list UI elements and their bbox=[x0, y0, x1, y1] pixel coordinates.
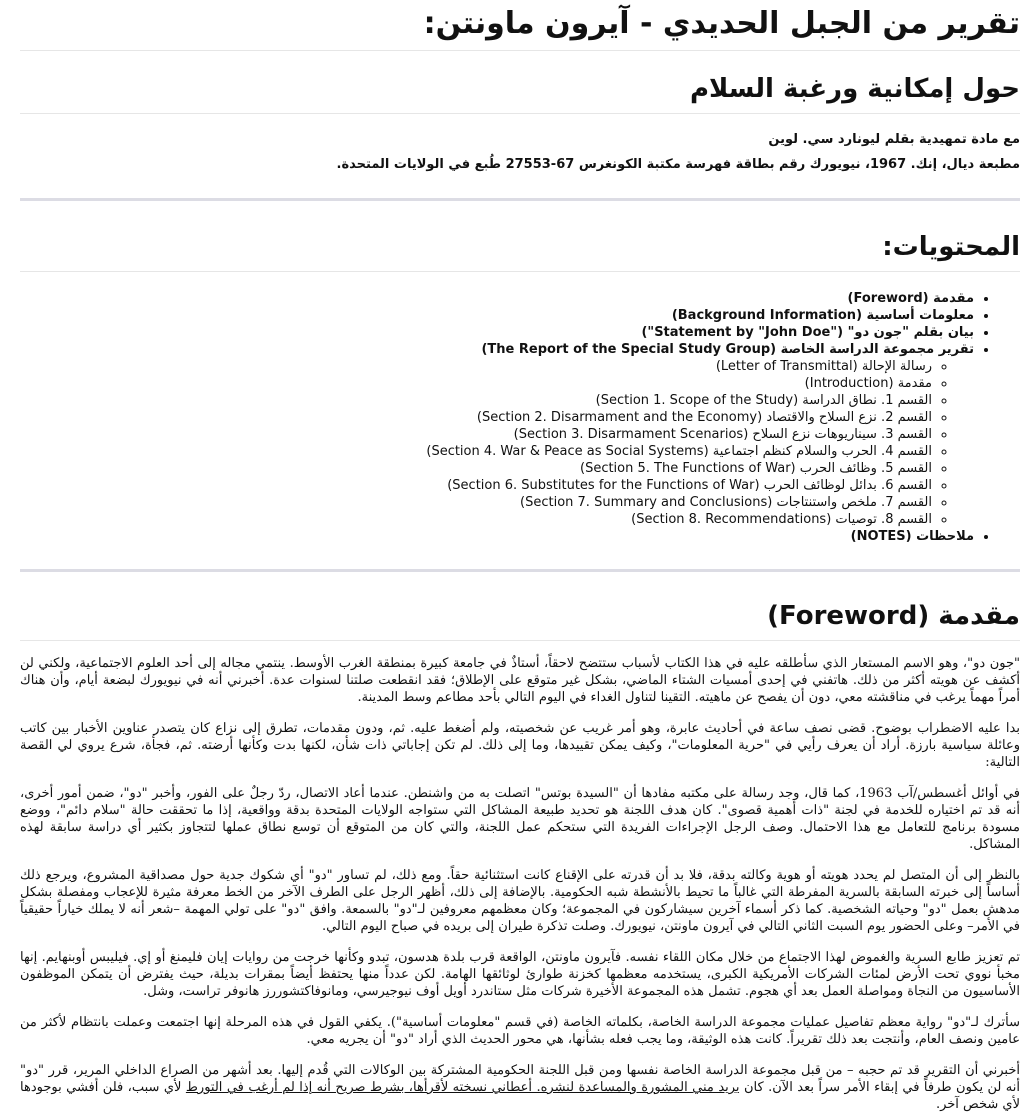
table-of-contents bbox=[20, 290, 1020, 545]
underlined-text: يريد مني المشورة والمساعدة لنشره. أعطاني نسخته لأقرأها، بشرط صريح أنه إذا لم أرغب في التورط bbox=[185, 1080, 740, 1095]
contents-heading: المحتويات: bbox=[20, 229, 1020, 272]
toc-subitem[interactable]: ◦ القسم 1. نطاق الدراسة (Section 1. Scope of the Study) bbox=[20, 392, 932, 409]
foreword-paragraph: تم تعزيز طابع السرية والغموض لهذا الاجتماع من خلال مكان اللقاء نفسه. فآيرون ماونتن، الواقعة قرب بلدة هدسون، تبدو وكأنها خرجت من روايات إيان فليمنغ أو إي. فيليبس أوبنهايم. إنها مخبأ نووي تحت الأرض لمئات الشركات الأمريكية الكبرى، يستخدمه معظمها كخزنة طوارئ لوثائقها الهامة. لكن عدداً منها يحتفظ أيضاً بمقرات بديلة، حيث يفترض أن يتمكن الموظفون الأساسيون من النجاة ومواصلة العمل بعد أي هجوم. تشمل هذه المجموعة الأخيرة شركات مثل ستاندرد أويل أوف نيوجيرسي، ومانوفاكتشوررز هانوفر تراست، وشل. bbox=[20, 950, 1020, 999]
foreword-paragraph: سأترك لـ"دو" رواية معظم تفاصيل عمليات مجموعة الدراسة الخاصة، بكلماته الخاصة (في قسم "معلومات أساسية"). يكفي القول في هذه المرحلة إنها اجتمعت وعملت بانتظام لأكثر من عامين ونصف العام، وأنتجت بعد ذلك تقريراً. كانت هذه الوثيقة، وما يجب فعله بشأنها، هي محور الحديث الذي أراد "دو" أن يجريه معي. bbox=[20, 1015, 1020, 1047]
toc-subitem[interactable]: ◦ القسم 3. سيناريوهات نزع السلاح (Section 3. Disarmament Scenarios) bbox=[20, 426, 932, 443]
foreword-paragraph: بدا عليه الاضطراب بوضوح. قضى نصف ساعة في أحاديث عابرة، وهو أمر غريب عن شخصيته، ولم أضغط عليه. ثم، ودون مقدمات، تطرق إلى نزاع كان يتصدر عناوين الأخبار بين كاتب وعائلة سياسية بارزة. أراد أن يعرف رأيي في "حرية المعلومات"، وكيف يمكن تقييدها، وما إلى ذلك. لم تكن إجاباتي ذات شأن، لكنها بدت وكأنها أرضته. ثم، فجأة، شرع يروي لي القصة التالية: bbox=[20, 721, 1020, 770]
toc-item-statement[interactable]: • بيان بقلم "جون دو" ("Statement by "John Doe") bbox=[20, 324, 974, 341]
document-page bbox=[0, 4, 1028, 1113]
toc-item-report[interactable]: • تقرير مجموعة الدراسة الخاصة (The Report of the Special Study Group) ◦ رسالة الإحالة (Letter of Transmittal) ◦ مقدمة (Introduction) ◦ القسم 1. نطاق الدراسة (Section 1. Scope of the Study) ◦ القسم 2. نزع السلاح والاقتصاد (Section 2. Disarmament and the Economy) ◦ القسم 3. سيناريوهات نزع السلاح (Section 3. Disarmament Scenarios) ◦ القسم 4. الحرب والسلام كنظم اجتماعية (Section 4. War & Peace as Social Systems) ◦ القسم 5. وظائف الحرب (Section 5. The Functions of War) ◦ القسم 6. بدائل لوظائف الحرب (Section 6. Substitutes for the Functions of War) ◦ القسم 7. ملخص واستنتاجات (Section 7. Summary and Conclusions) ◦ القسم 8. توصيات (Section 8. Recommendations) bbox=[20, 341, 974, 528]
toc-report-sublist bbox=[20, 358, 974, 528]
toc-subitem[interactable]: ◦ القسم 6. بدائل لوظائف الحرب (Section 6. Substitutes for the Functions of War) bbox=[20, 477, 932, 494]
paragraph-text: أخبرني أن التقرير قد تم حجبه – من قبل مجموعة الدراسة الخاصة نفسها ومن قبل اللجنة الحكومية المشتركة بين الوكالات التي قُدم إليها. بعد أشهر من الصراع الداخلي المرير، قرر "دو" أنه لن يكون طرفاً في إبقاء الأمر سراً بعد الآن. كان bbox=[20, 1063, 1020, 1095]
publication-line: مطبعة ديال، إنك. 1967، نيويورك رقم بطاقة فهرسة مكتبة الكونغرس 67-27553 طُبع في الولايات المتحدة. bbox=[336, 157, 1020, 172]
toc-subitem[interactable]: ◦ مقدمة (Introduction) bbox=[20, 375, 932, 392]
foreword-paragraph: بالنظر إلى أن المتصل لم يحدد هويته أو هوية وكالته بدقة، فلا بد أن قدرته على الإقناع كانت استثنائية حقاً. ومع ذلك، لم تساور "دو" أي شكوك جدية حول مصداقية المشروع، ويرجع ذلك أساساً إلى خبرته السابقة بالسرية المفرطة التي غالباً ما تحيط بالأنشطة شبه الحكومية. بالإضافة إلى ذلك، أظهر الرجل على الطرف الآخر من الخط معرفة مثيرة للإعجاب ومفصلة بشكل مدهش بعمل "دو" وحياته الشخصية. كما ذكر أسماء آخرين سيشاركون في المجموعة؛ وكان معظمهم معروفين لـ"دو" بالسمعة. وافق "دو" على تولي المهمة –شعر أنه لا يملك خياراً حقيقياً في الأمر– وعلى الحضور يوم السبت الثاني التالي في آيرون ماونتن، نيويورك. وصلت تذكرة طيران إلى بريده في صباح اليوم التالي. bbox=[20, 868, 1020, 934]
paragraph-text: لأي سبب، فلن أفشي بوجودها لأي شخص آخر. bbox=[20, 1080, 1020, 1112]
page-subtitle: حول إمكانية ورغبة السلام bbox=[20, 71, 1020, 114]
toc-item-foreword[interactable]: • مقدمة (Foreword) bbox=[20, 290, 974, 307]
toc-item-background[interactable]: • معلومات أساسية (Background Information) bbox=[20, 307, 974, 324]
toc-subitem[interactable]: ◦ القسم 4. الحرب والسلام كنظم اجتماعية (Section 4. War & Peace as Social Systems) bbox=[20, 443, 932, 460]
foreword-paragraph: "جون دو"، وهو الاسم المستعار الذي سأطلقه عليه في هذا الكتاب لأسباب ستتضح لاحقاً، أستاذٌ في جامعة كبيرة بمنطقة الغرب الأوسط. ينتمي مجاله إلى أحد العلوم الاجتماعية، ولكني لن أكشف عن هويته أكثر من ذلك. هاتفني في إحدى أمسيات الشتاء الماضي، بشكل غير متوقع على الإطلاق؛ فقد انقطعت صلتنا لسنوات عدة. أخبرني أنه في نيويورك لبضعة أيام، وأن هناك أمراً مهماً يرغب في مناقشته معي، دون أن يفصح عن ماهيته. التقينا لتناول الغداء في اليوم التالي بأحد مطاعم وسط المدينة. bbox=[20, 656, 1020, 705]
section-divider bbox=[20, 198, 1020, 201]
section-divider bbox=[20, 569, 1020, 572]
toc-subitem[interactable]: ◦ رسالة الإحالة (Letter of Transmittal) bbox=[20, 358, 932, 375]
toc-subitem[interactable]: ◦ القسم 8. توصيات (Section 8. Recommendations) bbox=[20, 511, 932, 528]
toc-subitem[interactable]: ◦ القسم 7. ملخص واستنتاجات (Section 7. Summary and Conclusions) bbox=[20, 494, 932, 511]
toc-subitem[interactable]: ◦ القسم 2. نزع السلاح والاقتصاد (Section 2. Disarmament and the Economy) bbox=[20, 409, 932, 426]
foreword-paragraph-last bbox=[20, 1062, 1020, 1113]
foreword-heading: مقدمة (Foreword) bbox=[20, 598, 1020, 641]
page-title: تقرير من الجبل الحديدي - آيرون ماونتن: bbox=[20, 4, 1020, 51]
intro-line: مع مادة تمهيدية بقلم ليونارد سي. لوين bbox=[768, 132, 1020, 147]
foreword-paragraph: في أوائل أغسطس/آب 1963، كما قال، وجد رسالة على مكتبه مفادها أن "السيدة بوتس" اتصلت به من واشنطن. عندما أعاد الاتصال، ردّ رجلٌ على الفور، وأخبر "دو"، ضمن أمور أخرى، أنه قد تم اختياره للخدمة في لجنة "ذات أهمية قصوى". كان هدف اللجنة هو تحديد طبيعة المشاكل التي ستواجه الولايات المتحدة بدقة وواقعية، إذا ما تحققت حالة "سلام دائم"، ووضع مسودة برنامج للتعامل مع هذا الاحتمال. وصف الرجل الإجراءات الفريدة التي ستحكم عمل اللجنة، والتي كان من المتوقع أن توسع نطاق عملها لتتجاوز بكثير أي دراسة سابقة لهذه المشاكل. bbox=[20, 786, 1021, 852]
toc-subitem[interactable]: ◦ القسم 5. وظائف الحرب (Section 5. The Functions of War) bbox=[20, 460, 932, 477]
toc-item-notes[interactable]: • ملاحظات (NOTES) bbox=[20, 528, 974, 545]
